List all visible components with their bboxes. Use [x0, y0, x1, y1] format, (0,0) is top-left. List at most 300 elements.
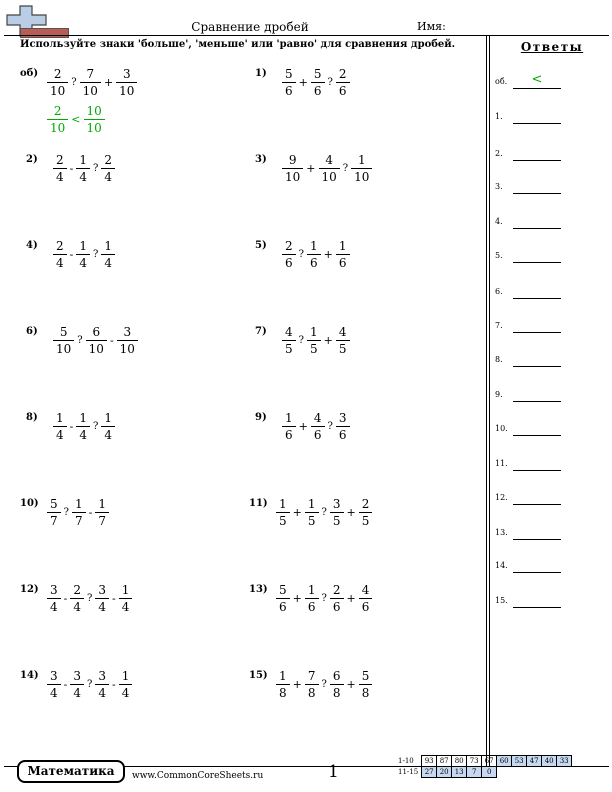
fraction — [307, 324, 321, 357]
operator: + — [292, 506, 302, 519]
denominator: 4 — [70, 684, 84, 701]
fraction — [119, 668, 133, 701]
fraction — [117, 324, 138, 357]
denominator: 4 — [47, 598, 61, 615]
problem — [26, 238, 116, 271]
operator: + — [346, 592, 356, 605]
problem-number: 10) — [20, 498, 39, 509]
numerator: 1 — [307, 497, 316, 511]
problem-number: 15) — [249, 670, 268, 681]
answer-label: 7. — [495, 321, 503, 330]
numerator: 1 — [79, 153, 87, 167]
operator: - — [69, 162, 74, 175]
answer-blank[interactable] — [513, 607, 561, 608]
denominator: 6 — [307, 254, 321, 271]
denominator: 10 — [116, 82, 137, 99]
fraction — [47, 66, 68, 99]
fraction — [336, 324, 350, 357]
numerator: 5 — [50, 497, 58, 511]
denominator: 4 — [53, 254, 67, 271]
answers-divider-right — [489, 36, 490, 766]
problem-number: 8) — [26, 412, 38, 423]
score-cell: 33 — [557, 756, 572, 767]
score-cell: 93 — [422, 756, 437, 767]
answer-label: 10. — [495, 424, 508, 433]
denominator: 4 — [76, 168, 90, 185]
denominator: 6 — [311, 82, 325, 99]
numerator: 6 — [332, 669, 341, 683]
numerator: 1 — [121, 669, 130, 683]
answer-label: 8. — [495, 355, 503, 364]
numerator: 4 — [313, 411, 322, 425]
operator: + — [292, 678, 302, 691]
problem — [26, 410, 116, 443]
numerator: 5 — [313, 67, 322, 81]
answer-blank[interactable] — [513, 539, 561, 540]
denominator: 10 — [351, 168, 372, 185]
problem — [255, 324, 351, 357]
numerator: 1 — [307, 583, 316, 597]
answer-blank[interactable] — [513, 572, 561, 573]
numerator: 2 — [104, 153, 113, 167]
operator: + — [292, 592, 302, 605]
answer-label: 15. — [495, 596, 508, 605]
numerator: 3 — [50, 669, 58, 683]
fraction — [305, 668, 319, 701]
score-cell: 53 — [512, 756, 527, 767]
score-cell: 13 — [452, 767, 467, 778]
denominator: 5 — [336, 340, 350, 357]
denominator: 5 — [330, 512, 344, 529]
denominator: 6 — [276, 598, 290, 615]
answer-value: < — [531, 72, 543, 87]
answer-blank[interactable] — [513, 504, 561, 505]
minus-logo-icon — [20, 28, 69, 38]
denominator: 10 — [319, 168, 340, 185]
answer-row — [495, 287, 607, 301]
fraction — [70, 582, 84, 615]
name-label: Имя: — [417, 20, 446, 33]
denominator: 8 — [305, 684, 319, 701]
denominator: 5 — [359, 512, 373, 529]
comparison-placeholder: ? — [93, 421, 99, 432]
problem — [26, 324, 139, 357]
fraction — [282, 66, 296, 99]
answer-blank[interactable] — [513, 262, 561, 263]
score-cell: 60 — [497, 756, 512, 767]
answer-blank[interactable] — [513, 470, 561, 471]
problem-number: 6) — [26, 326, 38, 337]
numerator: 1 — [121, 583, 130, 597]
comparison-placeholder: ? — [342, 163, 349, 174]
score-cell: 47 — [527, 756, 542, 767]
fraction — [47, 668, 61, 701]
operator: - — [112, 592, 116, 605]
fraction — [311, 66, 325, 99]
numerator: 1 — [98, 497, 107, 511]
score-cell: 67 — [482, 756, 497, 767]
instructions: Используйте знаки 'больше', 'меньше' или 'равно' для сравнения дробей. — [20, 39, 456, 50]
numerator: 5 — [285, 67, 293, 81]
fraction — [305, 582, 319, 615]
fraction — [336, 238, 350, 271]
answer-row — [495, 561, 607, 575]
subject-badge: Математика — [17, 760, 125, 783]
fraction — [359, 496, 373, 529]
answer-blank[interactable] — [513, 401, 561, 402]
fraction — [305, 496, 319, 529]
answer-label: 2. — [495, 149, 503, 158]
numerator: 3 — [98, 583, 107, 597]
page-number: 1 — [328, 762, 339, 782]
fraction — [336, 410, 350, 443]
comparison-placeholder: ? — [93, 249, 99, 260]
problem — [249, 582, 373, 615]
numerator: 10 — [86, 104, 102, 118]
denominator: 10 — [117, 340, 138, 357]
fraction — [330, 582, 344, 615]
answer-row — [495, 321, 607, 335]
operator: + — [346, 678, 356, 691]
denominator: 5 — [305, 512, 319, 529]
denominator: 6 — [305, 598, 319, 615]
denominator: 6 — [282, 82, 296, 99]
denominator: 6 — [336, 426, 350, 443]
site-url: www.CommonCoreSheets.ru — [132, 771, 264, 781]
answer-row — [495, 424, 607, 438]
problem-number: 12) — [20, 584, 39, 595]
operator: + — [323, 248, 333, 261]
numerator: 2 — [73, 583, 81, 597]
answer-label: 6. — [495, 287, 503, 296]
denominator: 6 — [282, 254, 296, 271]
numerator: 3 — [338, 411, 347, 425]
fraction — [76, 152, 90, 185]
operator: - — [88, 506, 93, 519]
problem-number: 4) — [26, 240, 38, 251]
operator: - — [63, 592, 68, 605]
numerator: 3 — [98, 669, 107, 683]
numerator: 1 — [104, 239, 113, 253]
denominator: 6 — [336, 82, 350, 99]
problem — [20, 496, 110, 529]
denominator: 8 — [330, 684, 344, 701]
numerator: 5 — [361, 669, 370, 683]
fraction — [53, 410, 67, 443]
comparison-placeholder: ? — [321, 507, 327, 518]
numerator: 7 — [307, 669, 316, 683]
numerator: 1 — [75, 497, 83, 511]
problem — [249, 668, 373, 701]
numerator: 4 — [361, 583, 370, 597]
numerator: 1 — [79, 411, 87, 425]
numerator: 1 — [79, 239, 87, 253]
denominator: 6 — [336, 254, 350, 271]
comparison-placeholder: ? — [87, 593, 93, 604]
operator: + — [323, 334, 333, 347]
score-table — [396, 755, 572, 778]
operator: + — [306, 162, 316, 175]
answer-blank[interactable] — [513, 193, 561, 194]
operator: < — [71, 113, 81, 126]
numerator: 5 — [279, 583, 287, 597]
denominator: 6 — [359, 598, 373, 615]
operator: + — [298, 76, 308, 89]
answer-row — [495, 596, 607, 610]
denominator: 8 — [359, 684, 373, 701]
fraction — [72, 496, 86, 529]
example-problem — [20, 66, 138, 136]
problem-number: 5) — [255, 240, 267, 251]
fraction — [359, 582, 373, 615]
fraction — [330, 496, 344, 529]
answer-label: 3. — [495, 182, 503, 191]
denominator: 4 — [101, 426, 115, 443]
problem-number: 2) — [26, 154, 38, 165]
comparison-placeholder: ? — [93, 163, 99, 174]
answer-row — [495, 355, 607, 369]
fraction — [76, 410, 90, 443]
answer-label: 4. — [495, 217, 503, 226]
problem — [249, 496, 373, 529]
answer-label: 9. — [495, 390, 503, 399]
numerator: 1 — [357, 153, 366, 167]
numerator: 1 — [338, 239, 347, 253]
denominator: 4 — [101, 254, 115, 271]
denominator: 4 — [53, 168, 67, 185]
fraction — [86, 324, 107, 357]
comparison-placeholder: ? — [327, 77, 333, 88]
problem-number: 1) — [255, 68, 267, 79]
numerator: 1 — [56, 411, 64, 425]
fraction — [330, 668, 344, 701]
answers-title: Ответы — [520, 40, 584, 54]
fraction — [276, 668, 290, 701]
comparison-placeholder: ? — [298, 249, 305, 260]
score-range-label: 11-15 — [398, 768, 419, 776]
fraction — [276, 582, 290, 615]
fraction — [351, 152, 372, 185]
score-cell: 80 — [452, 756, 467, 767]
numerator: 3 — [50, 583, 58, 597]
numerator: 1 — [279, 497, 287, 511]
denominator: 10 — [282, 168, 303, 185]
denominator: 10 — [86, 340, 107, 357]
numerator: 4 — [325, 153, 333, 167]
operator: + — [346, 506, 356, 519]
denominator: 6 — [330, 598, 344, 615]
answer-blank[interactable] — [513, 332, 561, 333]
denominator: 4 — [76, 254, 90, 271]
numerator: 6 — [92, 325, 101, 339]
score-cell: 27 — [422, 767, 437, 778]
denominator: 4 — [101, 168, 115, 185]
denominator: 4 — [76, 426, 90, 443]
fraction — [319, 152, 340, 185]
numerator: 4 — [338, 325, 347, 339]
answer-row — [495, 459, 607, 473]
answer-row — [495, 251, 607, 265]
numerator: 3 — [122, 67, 131, 81]
fraction — [80, 66, 101, 99]
numerator: 1 — [279, 669, 287, 683]
denominator: 4 — [119, 684, 133, 701]
answer-label: 14. — [495, 561, 508, 570]
numerator: 2 — [332, 583, 341, 597]
answer-row — [495, 528, 607, 542]
problem — [20, 668, 133, 701]
numerator: 2 — [53, 104, 62, 118]
problem — [255, 410, 351, 443]
denominator: 4 — [95, 684, 109, 701]
fraction — [101, 410, 115, 443]
answer-label: 11. — [495, 459, 508, 468]
answer-blank[interactable] — [513, 123, 561, 124]
answer-row — [495, 390, 607, 404]
problem-number: 13) — [249, 584, 268, 595]
operator: - — [69, 420, 74, 433]
numerator: 2 — [53, 67, 62, 81]
numerator: 2 — [56, 239, 64, 253]
answer-label: 12. — [495, 493, 508, 502]
denominator: 7 — [95, 512, 109, 529]
numerator: 2 — [338, 67, 347, 81]
denominator: 10 — [84, 119, 105, 136]
comparison-placeholder: ? — [321, 679, 327, 690]
answer-row — [495, 149, 607, 163]
answer-label: 13. — [495, 528, 508, 537]
answer-label: 1. — [495, 112, 503, 121]
fraction — [76, 238, 90, 271]
numerator: 2 — [285, 239, 293, 253]
operator: - — [109, 334, 114, 347]
denominator: 4 — [53, 426, 67, 443]
fraction — [95, 668, 109, 701]
denominator: 6 — [282, 426, 296, 443]
score-cell: 20 — [437, 767, 452, 778]
answer-blank[interactable] — [513, 160, 561, 161]
fraction — [53, 238, 67, 271]
fraction — [119, 582, 133, 615]
answer-blank[interactable] — [513, 88, 561, 89]
comparison-placeholder: ? — [321, 593, 327, 604]
fraction — [47, 496, 61, 529]
numerator: 1 — [310, 325, 318, 339]
fraction — [47, 582, 61, 615]
comparison-placeholder: ? — [327, 421, 333, 432]
score-cell: 40 — [542, 756, 557, 767]
fraction — [282, 324, 296, 357]
denominator: 4 — [70, 598, 84, 615]
numerator: 1 — [310, 239, 318, 253]
example-answer — [46, 103, 138, 136]
fraction — [336, 66, 350, 99]
numerator: 4 — [285, 325, 293, 339]
comparison-placeholder: ? — [71, 77, 77, 88]
answer-blank[interactable] — [513, 366, 561, 367]
answers-divider-left — [486, 36, 487, 766]
comparison-placeholder: ? — [77, 335, 83, 346]
operator: - — [63, 678, 68, 691]
score-range-label: 1-10 — [398, 757, 414, 765]
denominator: 10 — [80, 82, 101, 99]
operator: - — [69, 248, 74, 261]
answer-row — [495, 493, 607, 507]
problem-number: 3) — [255, 154, 267, 165]
operator: + — [298, 420, 308, 433]
answer-row — [495, 217, 607, 231]
problem-number: об) — [20, 68, 39, 79]
problem-number: 9) — [255, 412, 267, 423]
answer-row — [495, 182, 607, 196]
numerator: 2 — [361, 497, 370, 511]
answer-blank[interactable] — [513, 228, 561, 229]
denominator: 5 — [307, 340, 321, 357]
denominator: 5 — [282, 340, 296, 357]
numerator: 3 — [332, 497, 341, 511]
fraction — [282, 410, 296, 443]
fraction — [276, 496, 290, 529]
numerator: 3 — [123, 325, 132, 339]
denominator: 6 — [311, 426, 325, 443]
worksheet-title: Сравнение дробей — [191, 20, 309, 34]
comparison-placeholder: ? — [298, 335, 305, 346]
answer-row — [495, 72, 607, 91]
fraction — [359, 668, 373, 701]
operator: + — [103, 76, 114, 89]
operator: - — [112, 678, 116, 691]
fraction — [116, 66, 137, 99]
numerator: 1 — [285, 411, 293, 425]
fraction — [53, 324, 74, 357]
problem-number: 11) — [249, 498, 268, 509]
fraction — [70, 668, 84, 701]
denominator: 4 — [95, 598, 109, 615]
denominator: 10 — [53, 340, 74, 357]
fraction — [47, 103, 68, 136]
comparison-placeholder: ? — [63, 507, 70, 518]
fraction — [282, 152, 303, 185]
fraction — [307, 238, 321, 271]
answer-label: 5. — [495, 251, 503, 260]
score-cell: 7 — [467, 767, 482, 778]
answer-blank[interactable] — [513, 298, 561, 299]
problem — [20, 582, 133, 615]
denominator: 7 — [47, 512, 61, 529]
score-cell: 87 — [437, 756, 452, 767]
answer-row — [495, 112, 607, 126]
answer-label: об. — [495, 77, 508, 86]
numerator: 7 — [86, 67, 95, 81]
denominator: 10 — [47, 119, 68, 136]
header-divider — [4, 35, 609, 36]
fraction — [53, 152, 67, 185]
denominator: 8 — [276, 684, 290, 701]
score-cell: 0 — [482, 767, 497, 778]
problem — [255, 152, 373, 185]
denominator: 4 — [47, 684, 61, 701]
score-cell: 73 — [467, 756, 482, 767]
problem — [255, 238, 351, 271]
answer-blank[interactable] — [513, 435, 561, 436]
problem-number: 14) — [20, 670, 39, 681]
numerator: 2 — [56, 153, 64, 167]
fraction — [101, 238, 115, 271]
denominator: 7 — [72, 512, 86, 529]
fraction — [84, 103, 105, 136]
problem — [26, 152, 116, 185]
denominator: 5 — [276, 512, 290, 529]
